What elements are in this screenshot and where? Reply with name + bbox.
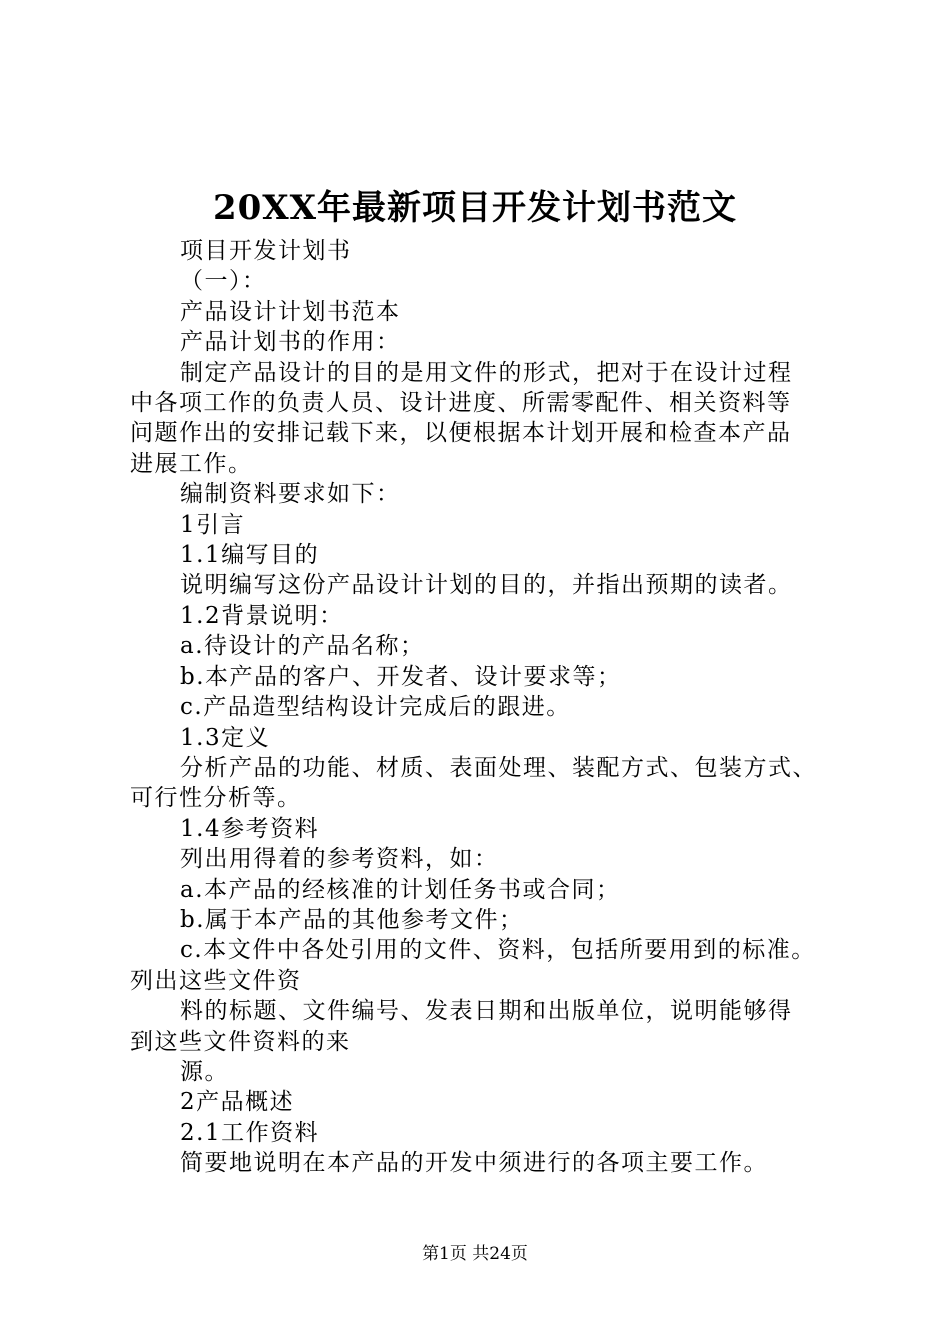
paragraph-line: 制定产品设计的目的是用文件的形式，把对于在设计过程 xyxy=(180,359,793,386)
paragraph-line: 可行性分析等。 xyxy=(130,785,302,812)
list-item: b.属于本产品的其他参考文件； xyxy=(180,906,524,933)
paragraph-line: 说明编写这份产品设计计划的目的，并指出预期的读者。 xyxy=(180,572,793,599)
paragraph-line: 产品计划书的作用： xyxy=(180,329,401,356)
document-title: 20XX年最新项目开发计划书范文 xyxy=(212,188,738,228)
paragraph-line: 列出用得着的参考资料，如： xyxy=(180,846,499,873)
list-item: a.本产品的经核准的计划任务书或合同； xyxy=(180,876,621,903)
document-body xyxy=(130,236,860,1179)
paragraph-line: 列出这些文件资 xyxy=(130,967,302,994)
section-heading: 2.1工作资料 xyxy=(180,1119,320,1146)
section-heading: 2产品概述 xyxy=(180,1089,295,1116)
paragraph-line: （一）： xyxy=(180,268,267,295)
paragraph-line: 源。 xyxy=(180,1058,229,1085)
paragraph-line: 料的标题、文件编号、发表日期和出版单位，说明能够得 xyxy=(180,998,793,1025)
page-footer: 第1页 共24页 xyxy=(422,1244,528,1264)
paragraph-line: 产品设计计划书范本 xyxy=(180,298,401,325)
paragraph-line: 问题作出的安排记载下来，以便根据本计划开展和检查本产品 xyxy=(130,420,792,447)
paragraph-line: 进展工作。 xyxy=(130,450,253,477)
section-heading: 1引言 xyxy=(180,511,246,538)
list-item: b.本产品的客户、开发者、设计要求等； xyxy=(180,663,622,690)
paragraph-line: 编制资料要求如下： xyxy=(180,481,401,508)
section-heading: 1.4参考资料 xyxy=(180,815,320,842)
paragraph-line: 项目开发计划书 xyxy=(180,238,352,264)
paragraph-line: 分析产品的功能、材质、表面处理、装配方式、包装方式、 xyxy=(180,754,817,781)
paragraph-line: 简要地说明在本产品的开发中须进行的各项主要工作。 xyxy=(180,1150,768,1177)
paragraph-line: 到这些文件资料的来 xyxy=(130,1028,351,1055)
section-heading: 1.3定义 xyxy=(180,724,271,751)
section-heading: 1.1编写目的 xyxy=(180,542,320,569)
paragraph-line: 中各项工作的负责人员、设计进度、所需零配件、相关资料等 xyxy=(130,390,792,417)
list-item: c.产品造型结构设计完成后的跟进。 xyxy=(180,694,571,721)
list-item: a.待设计的产品名称； xyxy=(180,633,425,660)
section-heading: 1.2背景说明： xyxy=(180,602,344,629)
list-item: c.本文件中各处引用的文件、资料，包括所要用到的标准。 xyxy=(180,937,816,964)
